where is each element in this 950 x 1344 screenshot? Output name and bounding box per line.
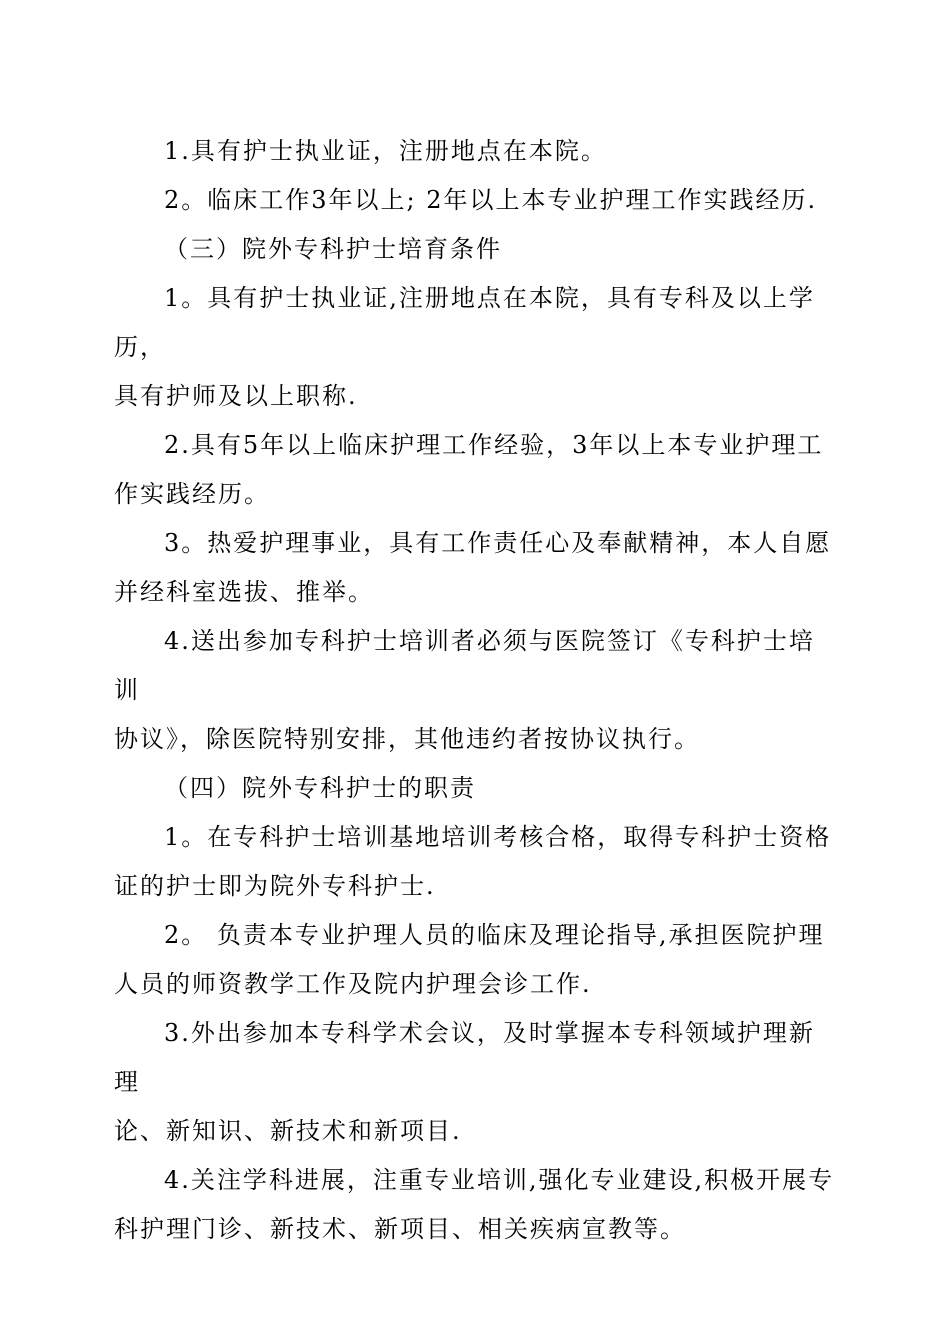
section-heading-3	[114, 225, 836, 274]
heading-text: （四）院外专科护士的职责	[164, 774, 476, 802]
paragraph-line: 3.外出参加本专科学术会议，及时掌握本专科领域护理新理	[114, 1019, 815, 1096]
paragraph-6	[114, 617, 836, 764]
paragraph-line: 论、新知识、新技术和新项目.	[114, 1117, 462, 1145]
paragraph-3	[114, 274, 836, 421]
paragraph-line: 人员的师资教学工作及院内护理会诊工作.	[114, 970, 592, 998]
document-body	[114, 127, 836, 1254]
paragraph-line: 1。具有护士执业证,注册地点在本院，具有专科及以上学历，	[114, 284, 815, 361]
paragraph-line: 科护理门诊、新技术、新项目、相关疾病宣教等。	[114, 1215, 686, 1243]
section-heading-4	[114, 764, 836, 813]
paragraph-8	[114, 911, 836, 1009]
paragraph-2	[114, 176, 836, 225]
paragraph-line: 协议》，除医院特别安排，其他违约者按协议执行。	[114, 725, 700, 753]
paragraph-line: 2。 负责本专业护理人员的临床及理论指导,承担医院护理	[164, 921, 825, 949]
paragraph-line: 并经科室选拔、推举。	[114, 578, 374, 606]
paragraph-4	[114, 421, 836, 519]
paragraph-line: 1。在专科护士培训基地培训考核合格，取得专科护士资格	[164, 823, 832, 851]
paragraph-line: 3。热爱护理事业，具有工作责任心及奉献精神，本人自愿	[164, 529, 832, 557]
paragraph-line: 1.具有护士执业证，注册地点在本院。	[164, 137, 607, 165]
paragraph-line: 具有护师及以上职称.	[114, 382, 358, 410]
paragraph-9	[114, 1009, 836, 1156]
paragraph-10	[114, 1156, 836, 1254]
paragraph-line: 2。临床工作3年以上; 2年以上本专业护理工作实践经历.	[164, 186, 818, 214]
paragraph-line: 作实践经历。	[114, 480, 270, 508]
paragraph-1	[114, 127, 836, 176]
paragraph-7	[114, 813, 836, 911]
heading-text: （三）院外专科护士培育条件	[164, 235, 502, 263]
paragraph-line: 证的护士即为院外专科护士.	[114, 872, 436, 900]
paragraph-line: 4.送出参加专科护士培训者必须与医院签订《专科护士培训	[114, 627, 815, 704]
paragraph-line: 4.关注学科进展，注重专业培训,强化专业建设,积极开展专	[164, 1166, 835, 1194]
paragraph-line: 2.具有5年以上临床护理工作经验，3年以上本专业护理工	[164, 431, 824, 459]
paragraph-5	[114, 519, 836, 617]
